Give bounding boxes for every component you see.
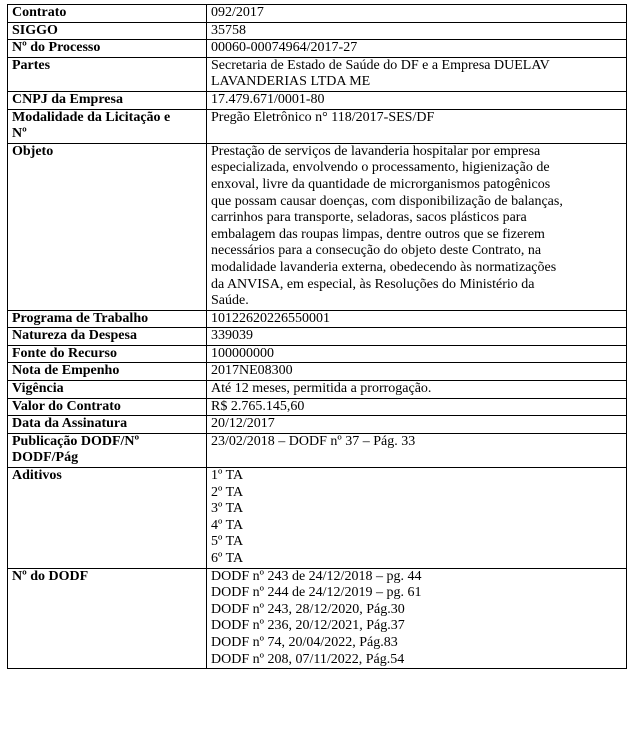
row-assinatura <box>8 416 627 434</box>
objeto-line: embalagem das roupas limpas, dentre outros que se fizerem <box>211 226 545 242</box>
contract-table <box>7 4 627 669</box>
value-siggo: 35758 <box>207 22 627 40</box>
aditivo-item: 3º TA <box>211 501 244 517</box>
row-valor <box>8 398 627 416</box>
value-vigencia: Até 12 meses, permitida a prorrogação. <box>207 381 627 399</box>
row-objeto <box>8 143 627 310</box>
modalidade-label-line: Nº <box>12 126 27 142</box>
value-valor: R$ 2.765.145,60 <box>207 398 627 416</box>
publicacao-label-line: Publicação DODF/Nº <box>12 433 140 449</box>
objeto-line: modalidade lavanderia externa, obedecendo às normatizações <box>211 259 557 275</box>
value-aditivos <box>207 468 627 569</box>
objeto-line: enxoval, livre da quantidade de microrganismos patogênicos <box>211 176 551 192</box>
value-processo: 00060-00074964/2017-27 <box>207 40 627 58</box>
objeto-line: que possam causar doenças, com disponibilização de balanças, <box>211 193 563 209</box>
objeto-line: necessários para a consecução do objeto deste Contrato, na <box>211 243 542 259</box>
value-empenho: 2017NE08300 <box>207 363 627 381</box>
publicacao-label-line: DODF/Pág <box>12 450 79 466</box>
label-processo: Nº do Processo <box>8 40 207 58</box>
value-publicacao: 23/02/2018 – DODF nº 37 – Pág. 33 <box>207 433 627 467</box>
value-natureza: 339039 <box>207 328 627 346</box>
dodf-item: DODF nº 236, 20/12/2021, Pág.37 <box>211 618 405 634</box>
row-natureza <box>8 328 627 346</box>
objeto-line: Saúde. <box>211 293 249 309</box>
dodf-item: DODF nº 243, 28/12/2020, Pág.30 <box>211 601 405 617</box>
value-partes <box>207 57 627 91</box>
row-modalidade <box>8 109 627 143</box>
aditivo-item: 6º TA <box>211 551 244 566</box>
value-cnpj: 17.479.671/0001-80 <box>207 91 627 109</box>
aditivo-item: 4º TA <box>211 517 244 533</box>
partes-line: Secretaria de Estado de Saúde do DF e a Empresa DUELAV <box>211 57 550 73</box>
label-cnpj: CNPJ da Empresa <box>8 91 207 109</box>
aditivo-item: 1º TA <box>211 468 244 484</box>
label-assinatura: Data da Assinatura <box>8 416 207 434</box>
row-programa <box>8 310 627 328</box>
partes-line: LAVANDERIAS LTDA ME <box>211 74 371 90</box>
row-empenho <box>8 363 627 381</box>
row-aditivos <box>8 468 627 569</box>
contract-document <box>7 4 627 669</box>
row-cnpj <box>8 91 627 109</box>
dodf-item: DODF nº 243 de 24/12/2018 – pg. 44 <box>211 568 422 584</box>
label-empenho: Nota de Empenho <box>8 363 207 381</box>
dodf-item: DODF nº 74, 20/04/2022, Pág.83 <box>211 634 398 650</box>
value-contrato: 092/2017 <box>207 5 627 23</box>
label-partes: Partes <box>8 57 207 91</box>
label-publicacao <box>8 433 207 467</box>
label-modalidade <box>8 109 207 143</box>
objeto-line: da ANVISA, em especial, às Resoluções do Ministério da <box>211 276 535 292</box>
label-valor: Valor do Contrato <box>8 398 207 416</box>
dodf-item: DODF nº 208, 07/11/2022, Pág.54 <box>211 651 405 667</box>
objeto-line: Prestação de serviços de lavanderia hospitalar por empresa <box>211 143 541 159</box>
label-contrato: Contrato <box>8 5 207 23</box>
objeto-line: carrinhos para transporte, seladoras, sacos plásticos para <box>211 210 527 226</box>
value-assinatura: 20/12/2017 <box>207 416 627 434</box>
value-dodf <box>207 568 627 669</box>
dodf-item: DODF nº 244 de 24/12/2019 – pg. 61 <box>211 585 422 601</box>
row-siggo <box>8 22 627 40</box>
label-siggo: SIGGO <box>8 22 207 40</box>
label-natureza: Natureza da Despesa <box>8 328 207 346</box>
label-fonte: Fonte do Recurso <box>8 345 207 363</box>
label-programa: Programa de Trabalho <box>8 310 207 328</box>
row-publicacao <box>8 433 627 467</box>
row-vigencia <box>8 381 627 399</box>
modalidade-label-line: Modalidade da Licitação e <box>12 109 171 125</box>
row-partes <box>8 57 627 91</box>
aditivo-item: 5º TA <box>211 534 244 550</box>
label-vigencia: Vigência <box>8 381 207 399</box>
row-contrato <box>8 5 627 23</box>
value-modalidade: Pregão Eletrônico n° 118/2017-SES/DF <box>207 109 627 143</box>
aditivo-item: 2º TA <box>211 484 244 500</box>
label-dodf: Nº do DODF <box>8 568 207 669</box>
label-aditivos: Aditivos <box>8 468 207 569</box>
row-dodf <box>8 568 627 669</box>
value-programa: 10122620226550001 <box>207 310 627 328</box>
objeto-line: especializada, envolvendo o processamento, higienização de <box>211 160 550 176</box>
row-fonte <box>8 345 627 363</box>
label-objeto: Objeto <box>8 143 207 310</box>
row-processo <box>8 40 627 58</box>
value-objeto <box>207 143 627 310</box>
value-fonte: 100000000 <box>207 345 627 363</box>
